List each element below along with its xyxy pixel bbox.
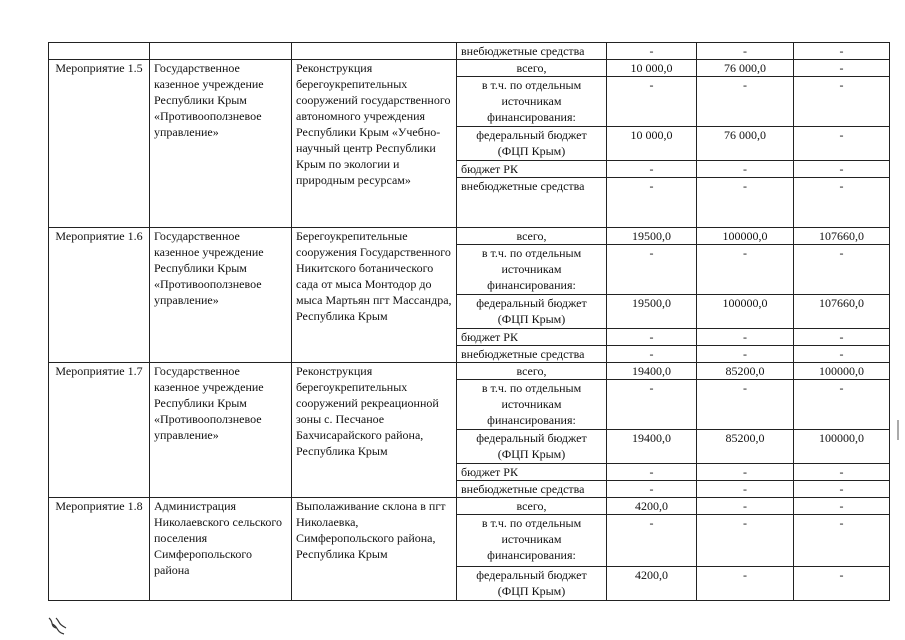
value-cell: 85200,0 [697, 430, 794, 464]
value-cell: - [697, 346, 794, 363]
funding-source-cell: бюджет РК [457, 161, 607, 178]
value-cell: - [794, 77, 890, 127]
funding-source-cell: федеральный бюджет (ФЦП Крым) [457, 127, 607, 161]
table-row [49, 498, 890, 515]
funding-source-cell: бюджет РК [457, 464, 607, 481]
value-cell: - [794, 346, 890, 363]
value-cell: - [697, 515, 794, 567]
value-cell: 107660,0 [794, 228, 890, 245]
funding-source-cell: бюджет РК [457, 329, 607, 346]
value-cell: - [697, 498, 794, 515]
value-cell: - [794, 178, 890, 228]
funding-source-cell: внебюджетные средства [457, 481, 607, 498]
value-cell: 100000,0 [794, 430, 890, 464]
table-row [49, 43, 890, 60]
value-cell: - [794, 127, 890, 161]
value-cell: 100000,0 [697, 228, 794, 245]
value-cell: 76 000,0 [697, 127, 794, 161]
value-cell: 10 000,0 [607, 127, 697, 161]
value-cell: - [697, 380, 794, 430]
funding-source-cell: внебюджетные средства [457, 346, 607, 363]
value-cell: - [697, 77, 794, 127]
budget-table [48, 42, 890, 601]
value-cell: - [607, 245, 697, 295]
funding-source-cell: всего, [457, 363, 607, 380]
value-cell: - [794, 329, 890, 346]
table-row [49, 60, 890, 77]
value-cell: - [697, 329, 794, 346]
value-cell: - [697, 161, 794, 178]
value-cell: - [794, 161, 890, 178]
value-cell: - [607, 161, 697, 178]
handwritten-mark [46, 614, 70, 638]
value-cell: - [794, 567, 890, 601]
value-cell: 100000,0 [697, 295, 794, 329]
value-cell: - [794, 43, 890, 60]
value-cell: - [607, 464, 697, 481]
value-cell: - [607, 515, 697, 567]
value-cell: 19500,0 [607, 228, 697, 245]
value-cell: - [697, 178, 794, 228]
event-cell: Мероприятие 1.8 [49, 498, 150, 601]
value-cell: 19500,0 [607, 295, 697, 329]
object-cell [292, 43, 457, 60]
value-cell: 10 000,0 [607, 60, 697, 77]
funding-source-cell: всего, [457, 498, 607, 515]
object-cell: Реконструкция берегоукрепительных сооружений государственного автономного учреждения Республики Крым «Учебно-научный центр Республики Крым по экологии и природным ресурсам» [292, 60, 457, 228]
executor-cell: Администрация Николаевского сельского поселения Симферопольского района [150, 498, 292, 601]
object-cell: Реконструкция берегоукрепительных сооружений рекреационной зоны с. Песчаное Бахчисарайского района, Республика Крым [292, 363, 457, 498]
object-cell: Берегоукрепительные сооружения Государственного Никитского ботанического сада от мыса Монтодор до мыса Мартьян пгт Массандра, Республика Крым [292, 228, 457, 363]
value-cell: - [794, 515, 890, 567]
value-cell: - [697, 481, 794, 498]
value-cell: - [607, 346, 697, 363]
funding-source-cell: внебюджетные средства [457, 178, 607, 228]
value-cell: 76 000,0 [697, 60, 794, 77]
value-cell: 107660,0 [794, 295, 890, 329]
value-cell: - [794, 498, 890, 515]
funding-source-cell: в т.ч. по отдельным источникам финансирования: [457, 77, 607, 127]
value-cell: - [697, 567, 794, 601]
funding-source-cell: в т.ч. по отдельным источникам финансирования: [457, 245, 607, 295]
table-row [49, 228, 890, 245]
value-cell: 19400,0 [607, 430, 697, 464]
value-cell: - [607, 43, 697, 60]
funding-source-cell: всего, [457, 60, 607, 77]
value-cell: - [794, 60, 890, 77]
executor-cell: Государственное казенное учреждение Республики Крым «Противооползневое управление» [150, 228, 292, 363]
value-cell: - [697, 43, 794, 60]
funding-source-cell: внебюджетные средства [457, 43, 607, 60]
executor-cell: Государственное казенное учреждение Республики Крым «Противооползневое управление» [150, 60, 292, 228]
value-cell: - [607, 329, 697, 346]
funding-source-cell: федеральный бюджет (ФЦП Крым) [457, 295, 607, 329]
value-cell: - [697, 245, 794, 295]
funding-source-cell: федеральный бюджет (ФЦП Крым) [457, 567, 607, 601]
value-cell: - [607, 481, 697, 498]
event-cell: Мероприятие 1.7 [49, 363, 150, 498]
value-cell: 19400,0 [607, 363, 697, 380]
value-cell: - [607, 77, 697, 127]
value-cell: - [794, 245, 890, 295]
value-cell: 100000,0 [794, 363, 890, 380]
value-cell: - [607, 380, 697, 430]
funding-source-cell: всего, [457, 228, 607, 245]
executor-cell [150, 43, 292, 60]
event-cell [49, 43, 150, 60]
value-cell: - [697, 464, 794, 481]
event-cell: Мероприятие 1.6 [49, 228, 150, 363]
value-cell: 4200,0 [607, 567, 697, 601]
executor-cell: Государственное казенное учреждение Республики Крым «Противооползневое управление» [150, 363, 292, 498]
value-cell: - [794, 481, 890, 498]
funding-source-cell: федеральный бюджет (ФЦП Крым) [457, 430, 607, 464]
value-cell: - [794, 464, 890, 481]
object-cell: Выполаживание склона в пгт Николаевка, Симферопольского района, Республика Крым [292, 498, 457, 601]
funding-source-cell: в т.ч. по отдельным источникам финансирования: [457, 515, 607, 567]
funding-source-cell: в т.ч. по отдельным источникам финансирования: [457, 380, 607, 430]
value-cell: 85200,0 [697, 363, 794, 380]
event-cell: Мероприятие 1.5 [49, 60, 150, 228]
value-cell: - [607, 178, 697, 228]
table-row [49, 363, 890, 380]
value-cell: - [794, 380, 890, 430]
scan-artifact [897, 420, 899, 440]
value-cell: 4200,0 [607, 498, 697, 515]
